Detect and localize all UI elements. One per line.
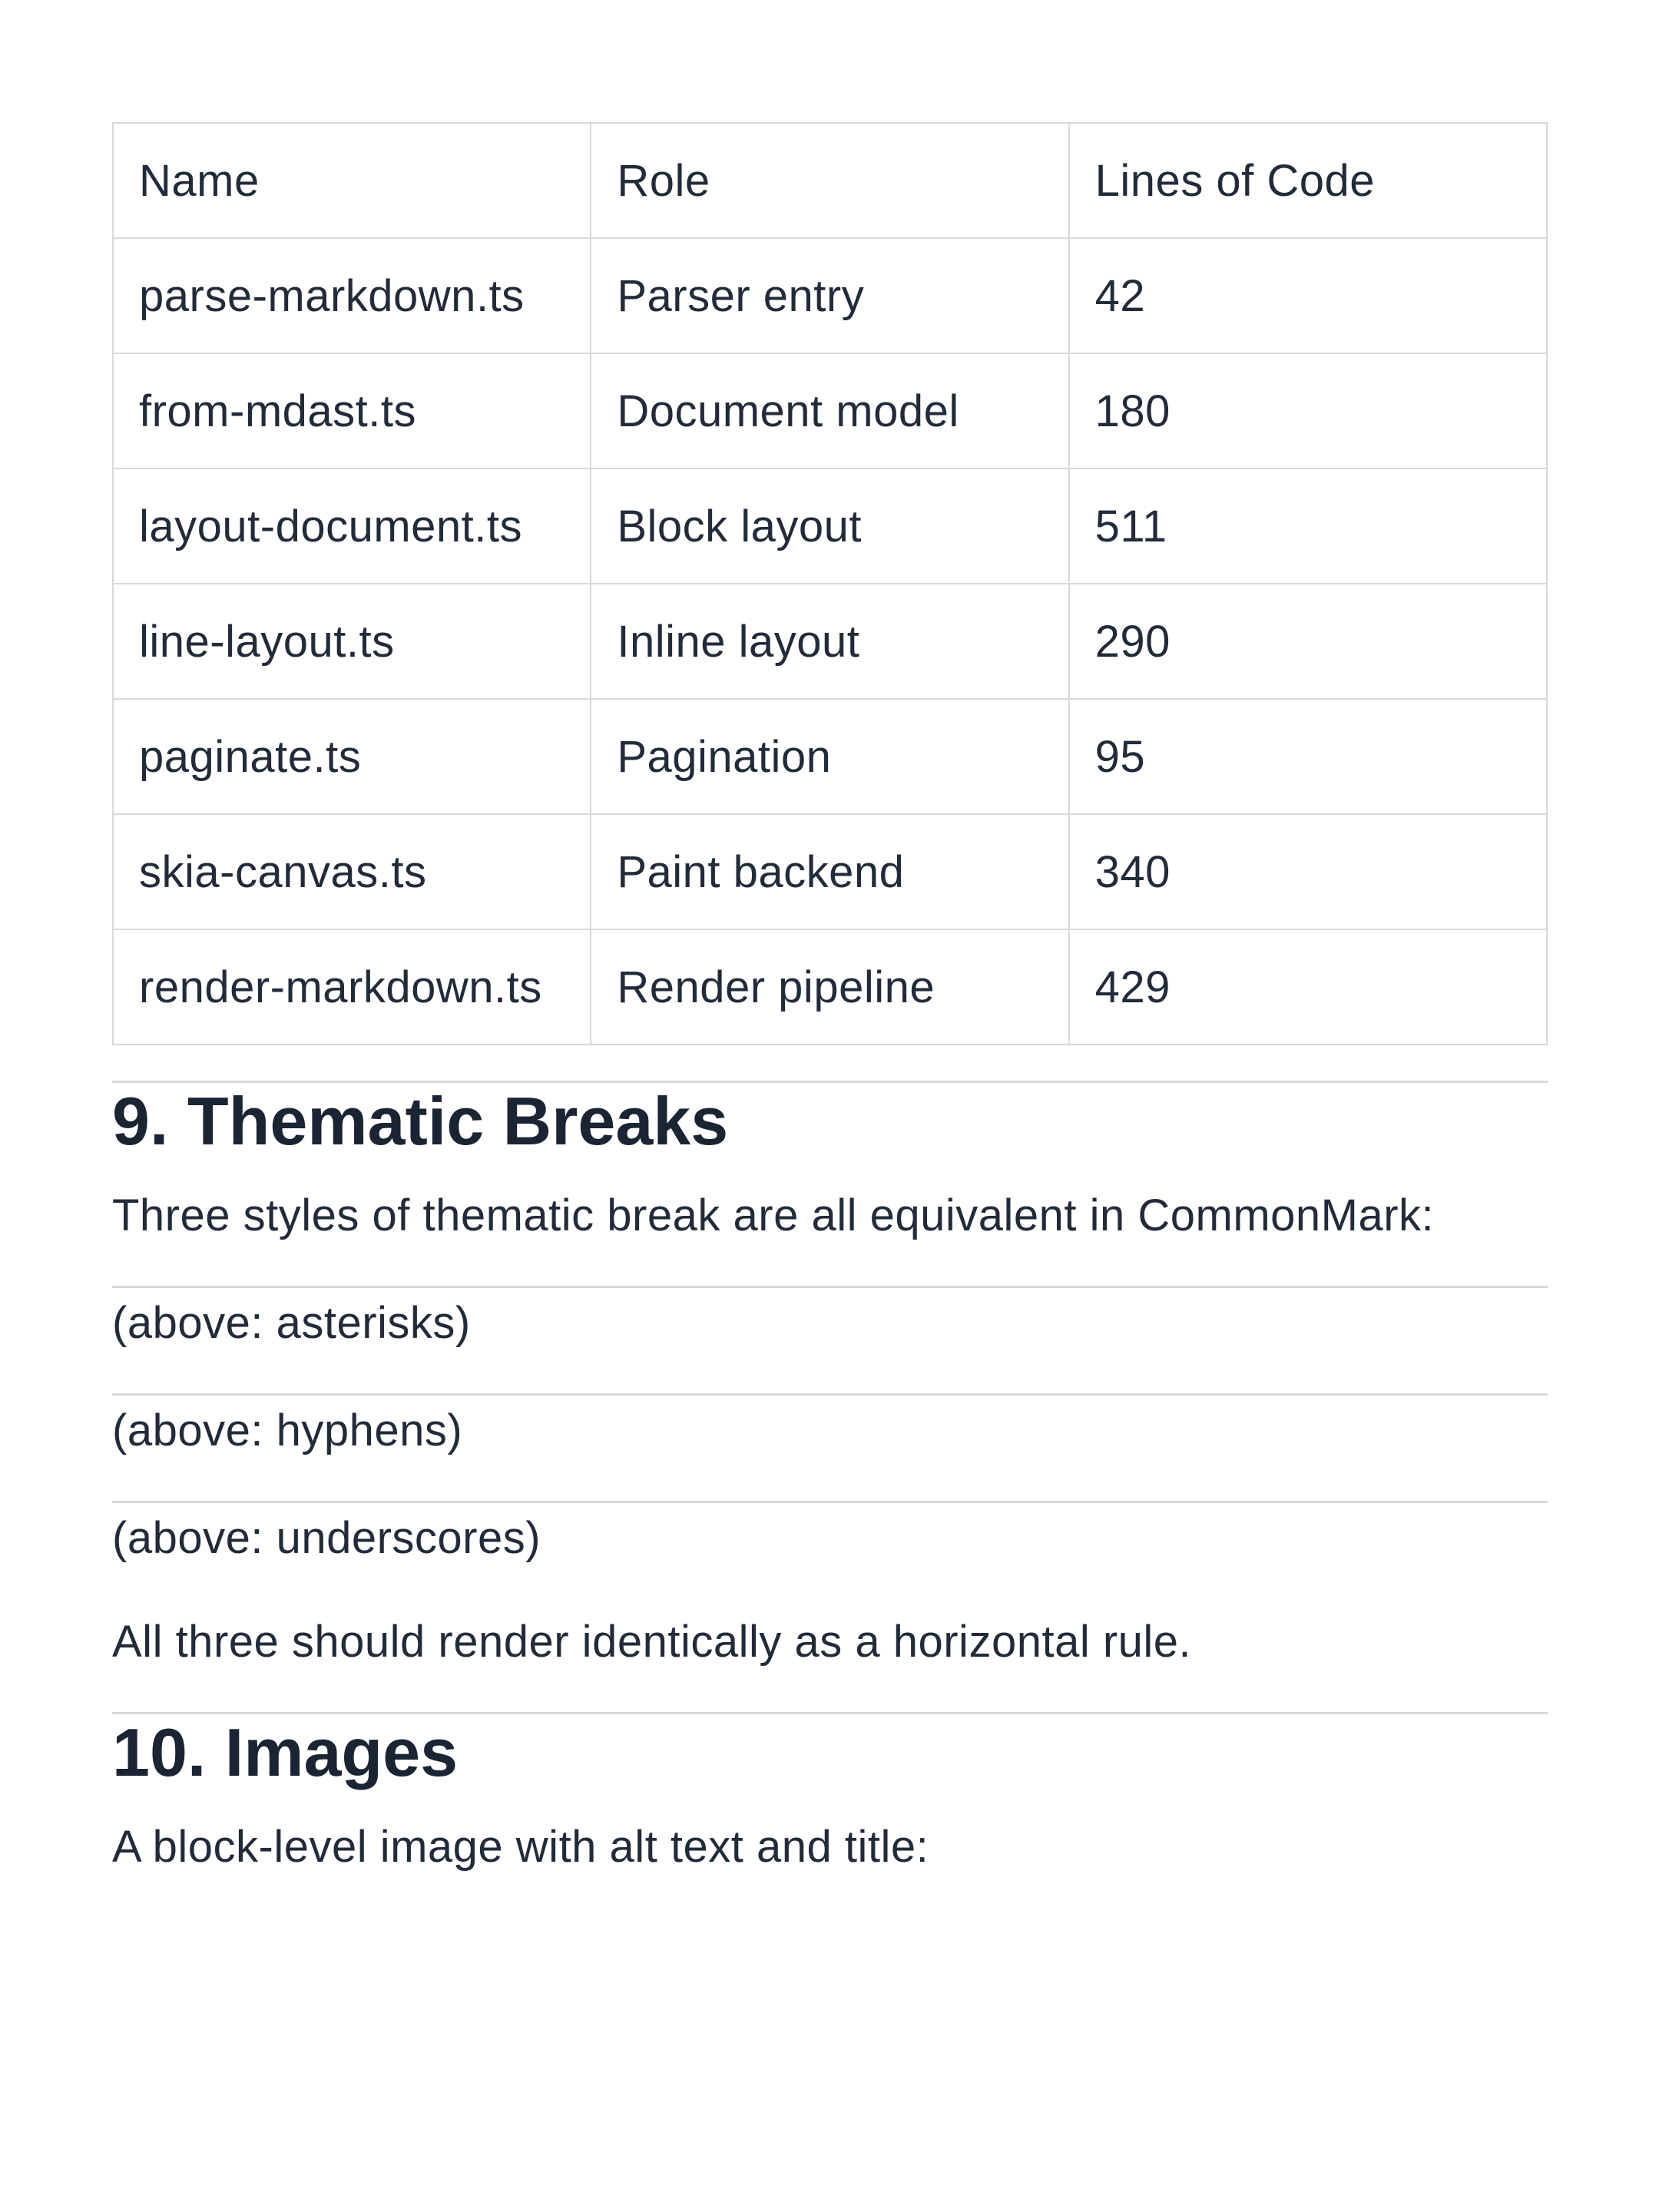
column-header-role: Role	[591, 123, 1068, 238]
cell-file-name: line-layout.ts	[113, 584, 591, 699]
cell-file-name: skia-canvas.ts	[113, 814, 591, 929]
cell-role: Render pipeline	[591, 929, 1068, 1045]
paragraph-above-underscores: (above: underscores)	[112, 1512, 541, 1563]
paragraph-thematic-breaks-conclusion: All three should render identically as a horizontal rule.	[112, 1616, 1192, 1667]
column-header-lines-of-code: Lines of Code	[1069, 123, 1547, 238]
table-row	[113, 584, 1547, 699]
cell-lines: 180	[1069, 353, 1547, 469]
cell-file-name: render-markdown.ts	[113, 929, 591, 1045]
table-row	[113, 699, 1547, 814]
thematic-break-rule-asterisks	[112, 1286, 1548, 1288]
cell-role: Document model	[591, 353, 1068, 469]
cell-lines: 429	[1069, 929, 1547, 1045]
cell-lines: 511	[1069, 469, 1547, 584]
table-row	[113, 929, 1547, 1045]
cell-role: Parser entry	[591, 238, 1068, 353]
cell-file-name: from-mdast.ts	[113, 353, 591, 469]
table-row	[113, 238, 1547, 353]
cell-lines: 340	[1069, 814, 1547, 929]
paragraph-above-hyphens: (above: hyphens)	[112, 1405, 463, 1455]
table-header-row	[113, 123, 1547, 238]
table-row	[113, 353, 1547, 469]
thematic-break-rule-underscores	[112, 1501, 1548, 1503]
cell-file-name: paginate.ts	[113, 699, 591, 814]
cell-role: Block layout	[591, 469, 1068, 584]
cell-file-name: layout-document.ts	[113, 469, 591, 584]
paragraph-thematic-breaks-intro: Three styles of thematic break are all equivalent in CommonMark:	[112, 1190, 1435, 1240]
files-table	[112, 122, 1548, 1045]
section-heading-thematic-breaks: 9. Thematic Breaks	[112, 1083, 729, 1159]
cell-role: Pagination	[591, 699, 1068, 814]
paragraph-above-asterisks: (above: asterisks)	[112, 1297, 471, 1348]
cell-file-name: parse-markdown.ts	[113, 238, 591, 353]
section-heading-images: 10. Images	[112, 1714, 459, 1790]
cell-lines: 42	[1069, 238, 1547, 353]
cell-role: Inline layout	[591, 584, 1068, 699]
table-row	[113, 814, 1547, 929]
thematic-break-rule-hyphens	[112, 1393, 1548, 1396]
cell-role: Paint backend	[591, 814, 1068, 929]
cell-lines: 95	[1069, 699, 1547, 814]
column-header-name: Name	[113, 123, 591, 238]
cell-lines: 290	[1069, 584, 1547, 699]
table-row	[113, 469, 1547, 584]
paragraph-images-intro: A block-level image with alt text and title:	[112, 1821, 929, 1872]
